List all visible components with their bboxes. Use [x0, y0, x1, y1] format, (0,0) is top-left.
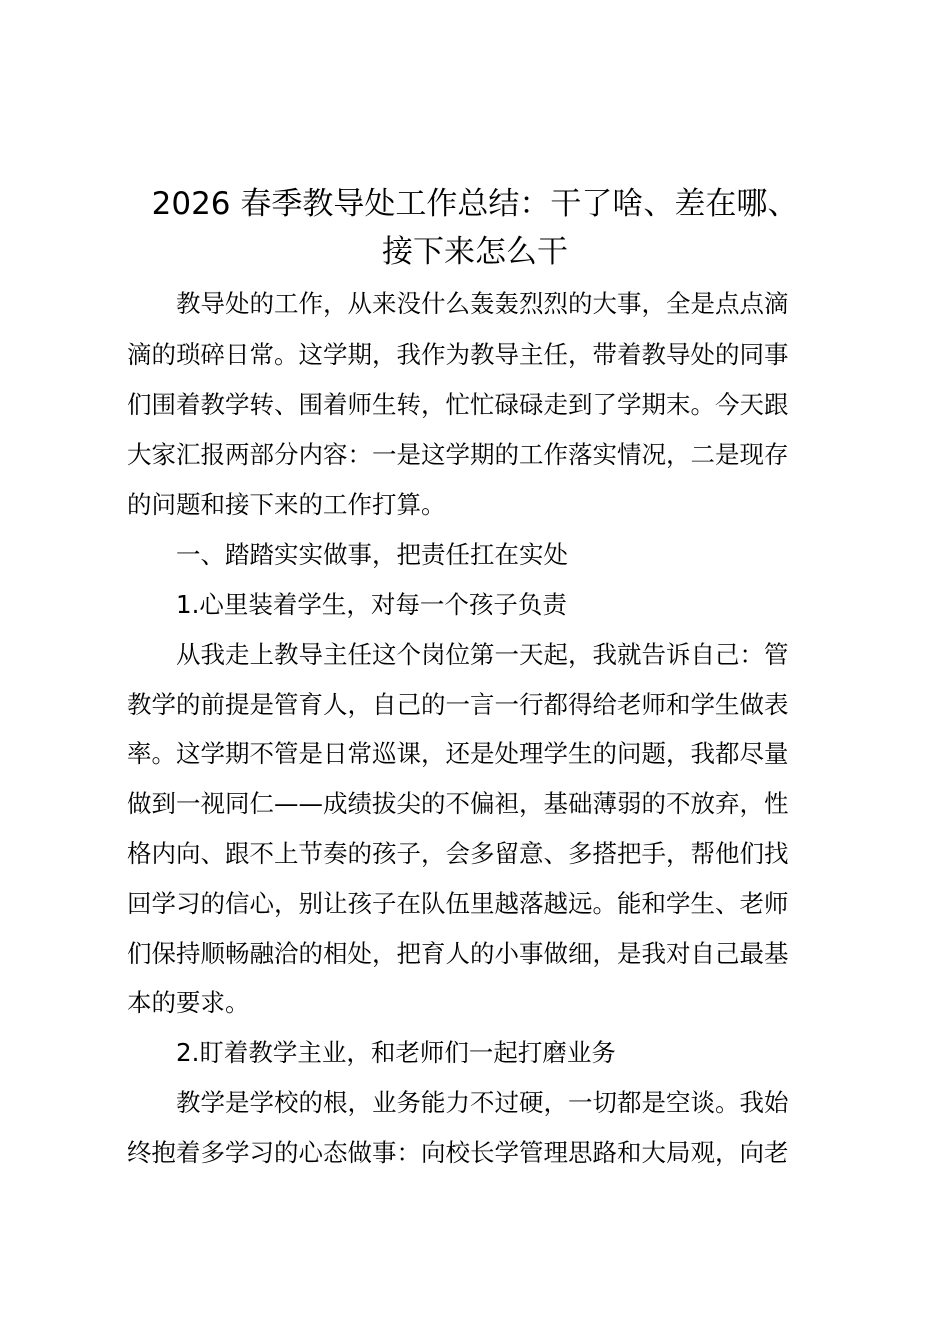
document-title-line-2: 接下来怎么干 — [382, 234, 568, 270]
paragraph-intro-line-4: 大家汇报两部分内容：一是这学期的工作落实情况，二是现存 — [127, 440, 789, 469]
paragraph-1-line-8: 本的要求。 — [127, 988, 250, 1017]
paragraph-intro-line-3: 们围着教学转、围着师生转，忙忙碌碌走到了学期末。今天跟 — [127, 390, 789, 419]
paragraph-1-line-6: 回学习的信心，别让孩子在队伍里越落越远。能和学生、老师 — [127, 889, 789, 918]
subheading-1: 1.心里装着学生，对每一个孩子负责 — [176, 590, 567, 619]
document-title-line-1: 2026 春季教导处工作总结：干了啥、差在哪、 — [151, 186, 799, 222]
paragraph-1-line-5: 格内向、跟不上节奏的孩子，会多留意、多搭把手，帮他们找 — [127, 839, 789, 868]
paragraph-2-line-1: 教学是学校的根，业务能力不过硬，一切都是空谈。我始 — [176, 1088, 789, 1117]
paragraph-1-line-7: 们保持顺畅融洽的相处，把育人的小事做细，是我对自己最基 — [127, 939, 789, 968]
paragraph-intro-line-5: 的问题和接下来的工作打算。 — [127, 490, 446, 519]
paragraph-1-line-1: 从我走上教导主任这个岗位第一天起，我就告诉自己：管 — [176, 640, 789, 669]
paragraph-1-line-4: 做到一视同仁——成绩拔尖的不偏袒，基础薄弱的不放弃，性 — [127, 789, 789, 818]
paragraph-1-line-2: 教学的前提是管育人，自己的一言一行都得给老师和学生做表 — [127, 690, 789, 719]
paragraph-1-line-3: 率。这学期不管是日常巡课，还是处理学生的问题，我都尽量 — [127, 739, 789, 768]
paragraph-intro-line-2: 滴的琐碎日常。这学期，我作为教导主任，带着教导处的同事 — [127, 340, 789, 369]
paragraph-2-line-2: 终抱着多学习的心态做事：向校长学管理思路和大局观，向老 — [127, 1138, 789, 1167]
paragraph-intro-line-1: 教导处的工作，从来没什么轰轰烈烈的大事，全是点点滴 — [176, 289, 789, 318]
section-heading-1: 一、踏踏实实做事，把责任扛在实处 — [176, 540, 568, 569]
subheading-2: 2.盯着教学主业，和老师们一起打磨业务 — [176, 1038, 616, 1067]
